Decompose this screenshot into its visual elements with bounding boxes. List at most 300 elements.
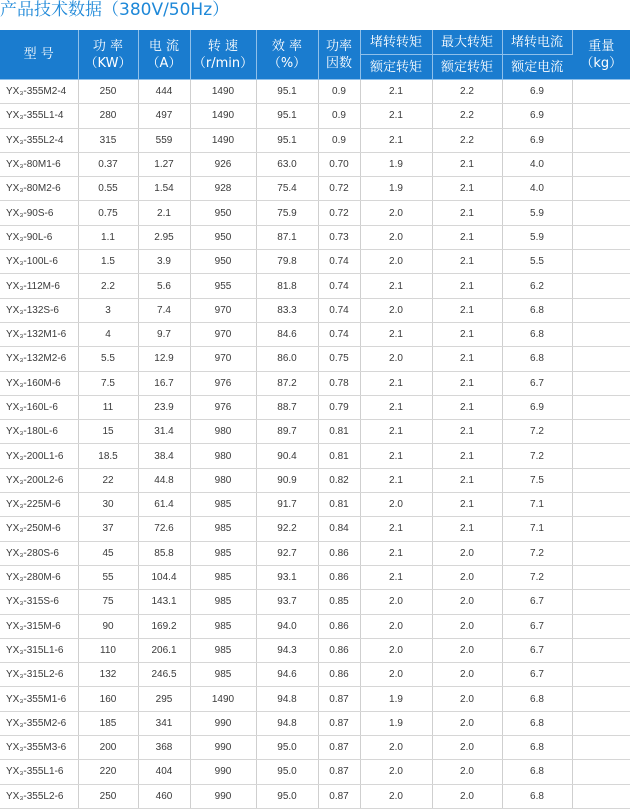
max-torque-cell: 2.1 [432,517,502,541]
model-cell: YX₃-132S-6 [0,298,78,322]
header-locked-torque-bottom: 额定转矩 [360,55,432,80]
model-cell: YX₃-280S-6 [0,541,78,565]
spec-table [0,30,630,809]
efficiency-cell: 75.9 [256,201,318,225]
current-cell: 104.4 [138,565,190,589]
model-cell: YX₃-355L2-4 [0,128,78,152]
weight-cell [572,395,630,419]
table-row [0,663,630,687]
power-factor-cell: 0.72 [318,201,360,225]
locked-torque-cell: 2.1 [360,420,432,444]
weight-cell [572,444,630,468]
power-factor-cell: 0.9 [318,104,360,128]
header-max-torque-bottom: 额定转矩 [432,55,502,80]
power-factor-cell: 0.86 [318,565,360,589]
table-row [0,638,630,662]
model-cell: YX₃-355M2-6 [0,711,78,735]
weight-cell [572,128,630,152]
max-torque-cell: 2.0 [432,711,502,735]
current-cell: 16.7 [138,371,190,395]
efficiency-cell: 92.2 [256,517,318,541]
power-cell: 1.1 [78,225,138,249]
locked-current-cell: 5.5 [502,250,572,274]
current-cell: 85.8 [138,541,190,565]
table-row [0,590,630,614]
max-torque-cell: 2.1 [432,152,502,176]
efficiency-cell: 95.1 [256,80,318,104]
locked-torque-cell: 2.0 [360,760,432,784]
efficiency-cell: 83.3 [256,298,318,322]
current-cell: 72.6 [138,517,190,541]
power-factor-cell: 0.81 [318,420,360,444]
header-locked-current-top: 堵转电流 [502,30,572,55]
power-cell: 220 [78,760,138,784]
current-cell: 368 [138,736,190,760]
efficiency-cell: 63.0 [256,152,318,176]
weight-cell [572,760,630,784]
locked-torque-cell: 2.0 [360,736,432,760]
table-body [0,80,630,809]
locked-current-cell: 6.7 [502,663,572,687]
weight-cell [572,590,630,614]
table-row [0,565,630,589]
power-factor-cell: 0.78 [318,371,360,395]
model-cell: YX₃-80M2-6 [0,177,78,201]
efficiency-cell: 95.1 [256,128,318,152]
max-torque-cell: 2.1 [432,177,502,201]
power-factor-cell: 0.86 [318,663,360,687]
locked-current-cell: 4.0 [502,152,572,176]
header-current-line1: 电 流 [139,38,190,55]
max-torque-cell: 2.1 [432,420,502,444]
model-cell: YX₃-132M1-6 [0,322,78,346]
locked-current-cell: 7.2 [502,565,572,589]
locked-current-cell: 6.7 [502,590,572,614]
power-factor-cell: 0.86 [318,541,360,565]
header-speed-line1: 转 速 [191,38,256,55]
current-cell: 2.1 [138,201,190,225]
efficiency-cell: 89.7 [256,420,318,444]
table-row [0,250,630,274]
weight-cell [572,711,630,735]
efficiency-cell: 95.0 [256,736,318,760]
speed-cell: 985 [190,614,256,638]
power-factor-cell: 0.87 [318,784,360,808]
current-cell: 143.1 [138,590,190,614]
efficiency-cell: 79.8 [256,250,318,274]
header-weight [572,30,630,80]
weight-cell [572,177,630,201]
model-cell: YX₃-160L-6 [0,395,78,419]
power-factor-cell: 0.74 [318,322,360,346]
table-row [0,493,630,517]
model-cell: YX₃-200L1-6 [0,444,78,468]
speed-cell: 1490 [190,128,256,152]
locked-current-cell: 6.9 [502,395,572,419]
table-row [0,444,630,468]
power-cell: 0.37 [78,152,138,176]
table-row [0,614,630,638]
table-row [0,395,630,419]
efficiency-cell: 93.1 [256,565,318,589]
power-cell: 5.5 [78,347,138,371]
table-row [0,420,630,444]
speed-cell: 970 [190,347,256,371]
power-factor-cell: 0.86 [318,614,360,638]
header-efficiency-line2: （%） [257,55,318,72]
model-cell: YX₃-355L2-6 [0,784,78,808]
weight-cell [572,517,630,541]
speed-cell: 980 [190,420,256,444]
model-cell: YX₃-90L-6 [0,225,78,249]
locked-current-cell: 6.7 [502,614,572,638]
current-cell: 295 [138,687,190,711]
locked-torque-cell: 2.0 [360,250,432,274]
efficiency-cell: 92.7 [256,541,318,565]
table-row [0,371,630,395]
locked-torque-cell: 2.1 [360,104,432,128]
power-factor-cell: 0.72 [318,177,360,201]
speed-cell: 950 [190,225,256,249]
speed-cell: 926 [190,152,256,176]
power-factor-cell: 0.84 [318,517,360,541]
weight-cell [572,565,630,589]
power-factor-cell: 0.87 [318,736,360,760]
table-row [0,347,630,371]
locked-torque-cell: 2.0 [360,590,432,614]
header-efficiency-line1: 效 率 [257,38,318,55]
model-cell: YX₃-355M3-6 [0,736,78,760]
speed-cell: 980 [190,444,256,468]
locked-torque-cell: 2.1 [360,541,432,565]
locked-torque-cell: 2.0 [360,493,432,517]
locked-torque-cell: 1.9 [360,152,432,176]
weight-cell [572,663,630,687]
model-cell: YX₃-355L1-6 [0,760,78,784]
power-cell: 55 [78,565,138,589]
locked-current-cell: 6.9 [502,80,572,104]
locked-current-cell: 6.8 [502,298,572,322]
efficiency-cell: 93.7 [256,590,318,614]
model-cell: YX₃-200L2-6 [0,468,78,492]
power-cell: 90 [78,614,138,638]
speed-cell: 985 [190,663,256,687]
locked-current-cell: 7.1 [502,517,572,541]
max-torque-cell: 2.0 [432,687,502,711]
model-cell: YX₃-315M-6 [0,614,78,638]
max-torque-cell: 2.0 [432,614,502,638]
header-weight-line1: 重量 [573,38,630,55]
locked-torque-cell: 2.0 [360,347,432,371]
model-cell: YX₃-132M2-6 [0,347,78,371]
current-cell: 444 [138,80,190,104]
current-cell: 7.4 [138,298,190,322]
header-weight-line2: （kg） [573,55,630,72]
header-model: 型 号 [0,30,78,80]
weight-cell [572,201,630,225]
weight-cell [572,152,630,176]
speed-cell: 990 [190,711,256,735]
model-cell: YX₃-225M-6 [0,493,78,517]
power-factor-cell: 0.75 [318,347,360,371]
speed-cell: 955 [190,274,256,298]
power-cell: 0.55 [78,177,138,201]
power-factor-cell: 0.81 [318,493,360,517]
model-cell: YX₃-160M-6 [0,371,78,395]
locked-torque-cell: 2.1 [360,274,432,298]
weight-cell [572,736,630,760]
speed-cell: 1490 [190,687,256,711]
power-cell: 22 [78,468,138,492]
locked-torque-cell: 2.1 [360,322,432,346]
header-locked-current-bottom: 额定电流 [502,55,572,80]
model-cell: YX₃-90S-6 [0,201,78,225]
efficiency-cell: 86.0 [256,347,318,371]
power-factor-cell: 0.9 [318,80,360,104]
model-cell: YX₃-180L-6 [0,420,78,444]
efficiency-cell: 84.6 [256,322,318,346]
locked-current-cell: 7.1 [502,493,572,517]
max-torque-cell: 2.0 [432,760,502,784]
model-cell: YX₃-315L2-6 [0,663,78,687]
locked-current-cell: 5.9 [502,201,572,225]
efficiency-cell: 94.0 [256,614,318,638]
weight-cell [572,468,630,492]
speed-cell: 985 [190,541,256,565]
table-row [0,541,630,565]
locked-torque-cell: 2.1 [360,517,432,541]
locked-current-cell: 6.8 [502,687,572,711]
max-torque-cell: 2.1 [432,274,502,298]
locked-torque-cell: 2.0 [360,614,432,638]
power-factor-cell: 0.9 [318,128,360,152]
speed-cell: 1490 [190,104,256,128]
locked-torque-cell: 1.9 [360,711,432,735]
efficiency-cell: 94.6 [256,663,318,687]
table-row [0,687,630,711]
locked-torque-cell: 2.1 [360,565,432,589]
locked-current-cell: 7.2 [502,420,572,444]
power-cell: 37 [78,517,138,541]
header-speed-line2: （r/min） [191,55,256,72]
power-cell: 2.2 [78,274,138,298]
weight-cell [572,225,630,249]
power-cell: 4 [78,322,138,346]
current-cell: 31.4 [138,420,190,444]
max-torque-cell: 2.2 [432,80,502,104]
weight-cell [572,104,630,128]
weight-cell [572,784,630,808]
locked-torque-cell: 2.1 [360,128,432,152]
weight-cell [572,347,630,371]
speed-cell: 970 [190,298,256,322]
speed-cell: 980 [190,468,256,492]
table-row [0,784,630,808]
current-cell: 9.7 [138,322,190,346]
current-cell: 23.9 [138,395,190,419]
speed-cell: 990 [190,784,256,808]
efficiency-cell: 90.9 [256,468,318,492]
max-torque-cell: 2.2 [432,128,502,152]
power-factor-cell: 0.74 [318,274,360,298]
header-efficiency [256,30,318,80]
power-factor-cell: 0.86 [318,638,360,662]
speed-cell: 928 [190,177,256,201]
power-cell: 30 [78,493,138,517]
table-row [0,322,630,346]
model-cell: YX₃-355M2-4 [0,80,78,104]
max-torque-cell: 2.0 [432,590,502,614]
header-power [78,30,138,80]
efficiency-cell: 94.3 [256,638,318,662]
locked-torque-cell: 2.0 [360,298,432,322]
efficiency-cell: 95.1 [256,104,318,128]
locked-current-cell: 7.2 [502,541,572,565]
power-cell: 250 [78,80,138,104]
locked-current-cell: 6.8 [502,736,572,760]
speed-cell: 950 [190,250,256,274]
weight-cell [572,638,630,662]
current-cell: 2.95 [138,225,190,249]
power-factor-cell: 0.87 [318,711,360,735]
efficiency-cell: 75.4 [256,177,318,201]
locked-current-cell: 6.7 [502,371,572,395]
power-cell: 200 [78,736,138,760]
speed-cell: 970 [190,322,256,346]
power-cell: 185 [78,711,138,735]
max-torque-cell: 2.1 [432,201,502,225]
table-row [0,225,630,249]
locked-torque-cell: 2.1 [360,444,432,468]
locked-torque-cell: 1.9 [360,687,432,711]
power-factor-cell: 0.74 [318,250,360,274]
header-speed [190,30,256,80]
model-cell: YX₃-280M-6 [0,565,78,589]
efficiency-cell: 88.7 [256,395,318,419]
table-row [0,298,630,322]
table-row [0,152,630,176]
power-cell: 250 [78,784,138,808]
current-cell: 497 [138,104,190,128]
weight-cell [572,80,630,104]
current-cell: 341 [138,711,190,735]
header-power-factor-line1: 功率 [319,38,360,55]
locked-current-cell: 6.8 [502,760,572,784]
max-torque-cell: 2.0 [432,565,502,589]
max-torque-cell: 2.1 [432,298,502,322]
locked-current-cell: 7.2 [502,444,572,468]
speed-cell: 976 [190,395,256,419]
current-cell: 460 [138,784,190,808]
power-factor-cell: 0.87 [318,760,360,784]
weight-cell [572,420,630,444]
power-factor-cell: 0.73 [318,225,360,249]
max-torque-cell: 2.0 [432,663,502,687]
table-row [0,177,630,201]
current-cell: 3.9 [138,250,190,274]
weight-cell [572,493,630,517]
locked-current-cell: 5.9 [502,225,572,249]
header-power-factor-line2: 因数 [319,55,360,72]
speed-cell: 985 [190,590,256,614]
locked-current-cell: 6.8 [502,784,572,808]
header-power-line2: （KW） [79,55,138,72]
locked-current-cell: 6.9 [502,128,572,152]
power-cell: 45 [78,541,138,565]
power-cell: 3 [78,298,138,322]
power-factor-cell: 0.82 [318,468,360,492]
power-factor-cell: 0.85 [318,590,360,614]
locked-current-cell: 6.2 [502,274,572,298]
locked-current-cell: 6.8 [502,322,572,346]
weight-cell [572,298,630,322]
efficiency-cell: 94.8 [256,711,318,735]
header-current-line2: （A） [139,55,190,72]
power-factor-cell: 0.87 [318,687,360,711]
model-cell: YX₃-315S-6 [0,590,78,614]
weight-cell [572,614,630,638]
max-torque-cell: 2.0 [432,541,502,565]
max-torque-cell: 2.1 [432,347,502,371]
weight-cell [572,250,630,274]
max-torque-cell: 2.0 [432,736,502,760]
efficiency-cell: 81.8 [256,274,318,298]
efficiency-cell: 95.0 [256,760,318,784]
efficiency-cell: 87.1 [256,225,318,249]
power-cell: 315 [78,128,138,152]
max-torque-cell: 2.1 [432,395,502,419]
power-cell: 280 [78,104,138,128]
max-torque-cell: 2.1 [432,468,502,492]
current-cell: 1.54 [138,177,190,201]
model-cell: YX₃-100L-6 [0,250,78,274]
speed-cell: 1490 [190,80,256,104]
power-cell: 132 [78,663,138,687]
locked-torque-cell: 2.0 [360,784,432,808]
efficiency-cell: 87.2 [256,371,318,395]
model-cell: YX₃-112M-6 [0,274,78,298]
max-torque-cell: 2.1 [432,444,502,468]
model-cell: YX₃-315L1-6 [0,638,78,662]
locked-torque-cell: 2.0 [360,638,432,662]
current-cell: 12.9 [138,347,190,371]
table-row [0,711,630,735]
table-row [0,128,630,152]
weight-cell [572,274,630,298]
header-locked-torque-top: 堵转转矩 [360,30,432,55]
locked-current-cell: 6.8 [502,711,572,735]
locked-current-cell: 6.7 [502,638,572,662]
locked-torque-cell: 2.1 [360,80,432,104]
speed-cell: 990 [190,760,256,784]
speed-cell: 985 [190,565,256,589]
max-torque-cell: 2.1 [432,493,502,517]
header-power-factor [318,30,360,80]
current-cell: 246.5 [138,663,190,687]
current-cell: 206.1 [138,638,190,662]
speed-cell: 985 [190,638,256,662]
power-cell: 160 [78,687,138,711]
model-cell: YX₃-355L1-4 [0,104,78,128]
locked-torque-cell: 2.0 [360,663,432,687]
locked-current-cell: 6.9 [502,104,572,128]
power-factor-cell: 0.79 [318,395,360,419]
current-cell: 61.4 [138,493,190,517]
weight-cell [572,541,630,565]
current-cell: 169.2 [138,614,190,638]
model-cell: YX₃-355M1-6 [0,687,78,711]
speed-cell: 985 [190,493,256,517]
